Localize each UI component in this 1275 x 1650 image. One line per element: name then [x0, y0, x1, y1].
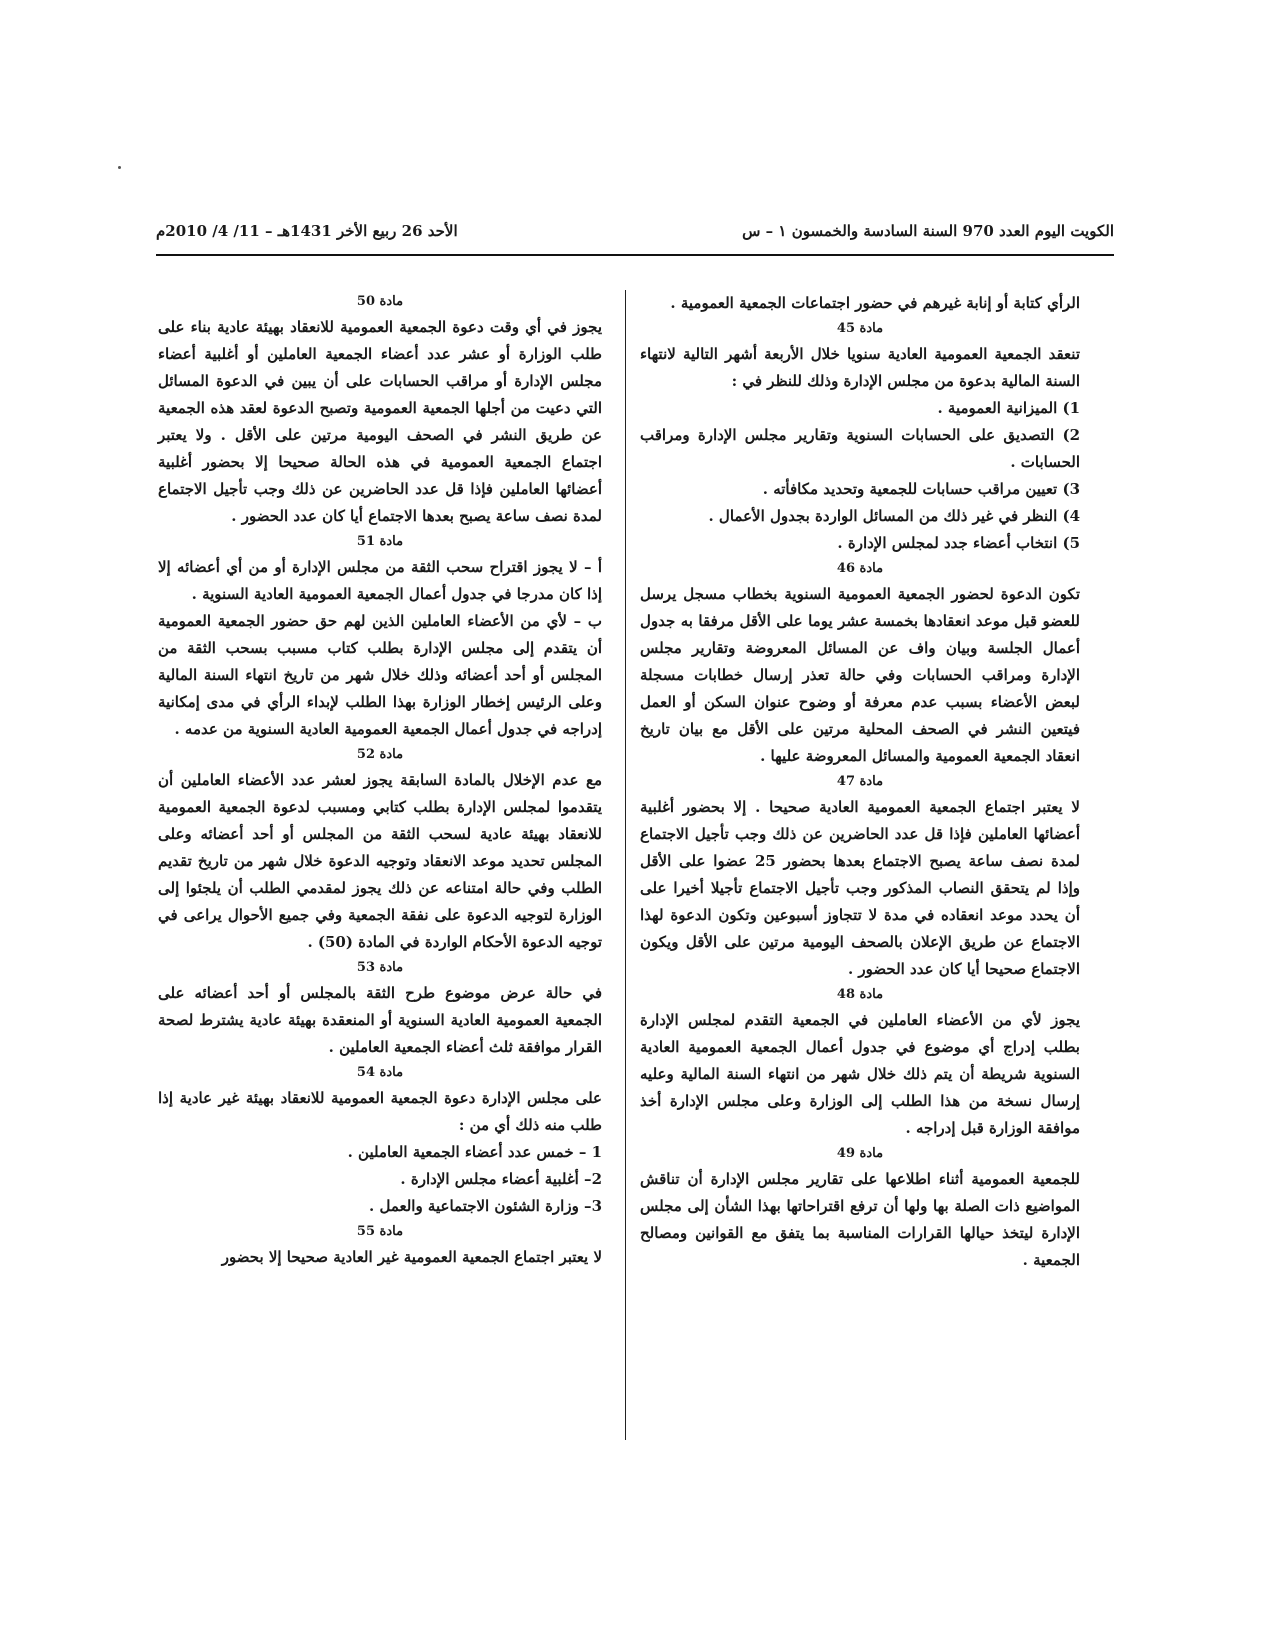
- article-45-item: 1) الميزانية العمومية .: [937, 399, 1080, 417]
- article-48-title: مادة 48: [836, 987, 884, 1002]
- article-53-title: مادة 53: [356, 960, 404, 975]
- article-49-text: للجمعية العمومية أثناء اطلاعها على تقارير مجلس الإدارة أن تناقش المواضيع ذات الصلة بها ولها أن ترفع اقتراحاتها بهذا الشأن إلى مجلس الإدارة ليتخذ حيالها القرارات المناسبة بما يتفق مع القوانين ومصالح الجمعية .: [640, 1170, 1080, 1269]
- article-51-title: مادة 51: [356, 534, 404, 549]
- article-53-text: في حالة عرض موضوع طرح الثقة بالمجلس أو أحد أعضائه على الجمعية العمومية العادية السنوية أو المنعقدة بهيئة عادية يشترط لصحة القرار موافقة ثلث أعضاء الجمعية العاملين .: [158, 984, 602, 1056]
- article-54-item: 1 – خمس عدد أعضاء الجمعية العاملين .: [347, 1143, 602, 1161]
- article-50-title: مادة 50: [356, 294, 404, 309]
- continued-text: الرأي كتابة أو إنابة غيرهم في حضور اجتماعات الجمعية العمومية .: [670, 294, 1080, 312]
- article-45-title: مادة 45: [836, 321, 884, 336]
- article-45-item: 4) النظر في غير ذلك من المسائل الواردة بجدول الأعمال .: [708, 507, 1080, 525]
- article-52-title: مادة 52: [356, 747, 404, 762]
- article-51-clause-a: أ – لا يجوز اقتراح سحب الثقة من مجلس الإدارة أو من أي أعضائه إلا إذا كان مدرجا في جدول أعمال الجمعية العمومية العادية السنوية .: [158, 558, 602, 603]
- article-54-title: مادة 54: [356, 1065, 404, 1080]
- column-divider: [625, 290, 626, 1440]
- header-rule: [156, 254, 1114, 256]
- article-55-title: مادة 55: [356, 1224, 404, 1239]
- article-47-text: لا يعتبر اجتماع الجمعية العمومية العادية صحيحا . إلا بحضور أغلبية أعضائها العاملين فإذا قل عدد الحاضرين عن ذلك وجب تأجيل الاجتماع لمدة نصف ساعة يصبح الاجتماع بعدها بحضور 25 عضوا على الأقل وإذا لم يتحقق النصاب المذكور وجب تأجيل الاجتماع تأجيلا أخيرا على أن يحدد موعد انعقاده في مدة لا تتجاوز أسبوعين وتكون الدعوة لهذا الاجتماع عن طريق الإعلان بالصحف اليومية مرتين على الأقل ويكون الاجتماع صحيحا أيا كان عدد الحضور .: [640, 798, 1080, 978]
- article-54-item: 2– أغلبية أعضاء مجلس الإدارة .: [400, 1170, 602, 1188]
- article-48-text: يجوز لأي من الأعضاء العاملين في الجمعية التقدم لمجلس الإدارة بطلب إدراج أي موضوع في جدول أعمال الجمعية العمومية العادية السنوية شريطة أن يتم ذلك خلال شهر من انتهاء السنة المالية وعليه إرسال نسخة من هذا الطلب إلى الوزارة وعلى مجلس الإدارة أخذ موافقة الوزارة قبل إدراجه .: [640, 1011, 1080, 1137]
- article-45-text: تنعقد الجمعية العمومية العادية سنويا خلال الأربعة أشهر التالية لانتهاء السنة المالية بدعوة من مجلس الإدارة وذلك للنظر في :: [640, 345, 1080, 390]
- article-45-item: 5) انتخاب أعضاء جدد لمجلس الإدارة .: [837, 534, 1080, 552]
- header-publication: الكويت اليوم العدد 970 السنة السادسة والخمسون ١ – س: [742, 222, 1114, 240]
- article-45-item: 3) تعيين مراقب حسابات للجمعية وتحديد مكافأته .: [762, 480, 1080, 498]
- right-column: [640, 290, 1080, 1274]
- article-54-item: 3– وزارة الشئون الاجتماعية والعمل .: [369, 1197, 602, 1215]
- article-46-title: مادة 46: [836, 561, 884, 576]
- article-52-text: مع عدم الإخلال بالمادة السابقة يجوز لعشر عدد الأعضاء العاملين أن يتقدموا لمجلس الإدارة بطلب كتابي ومسبب لدعوة الجمعية العمومية للانعقاد بهيئة عادية لسحب الثقة من المجلس أو أحد أعضائه وعلى المجلس تحديد موعد الانعقاد وتوجيه الدعوة خلال شهر من تاريخ تقديم الطلب وفي حالة امتناعه عن ذلك يجوز لمقدمي الطلب أن يلجئوا إلى الوزارة لتوجيه الدعوة على نفقة الجمعية وفي جميع الأحوال يراعى في توجيه الدعوة الأحكام الواردة في المادة (50) .: [158, 771, 602, 951]
- article-55-text: لا يعتبر اجتماع الجمعية العمومية غير العادية صحيحا إلا بحضور: [221, 1248, 602, 1266]
- article-51-clause-b: ب – لأي من الأعضاء العاملين الذين لهم حق حضور الجمعية العمومية أن يتقدم إلى مجلس الإدارة بطلب كتاب مسبب بسحب الثقة من المجلس أو أحد أعضائه وذلك خلال شهر من تاريخ انتهاء السنة المالية وعلى الرئيس إخطار الوزارة بهذا الطلب لإبداء الرأي في مدى إمكانية إدراجه في جدول أعمال الجمعية العمومية العادية السنوية من عدمه .: [158, 612, 602, 738]
- left-column: [158, 290, 602, 1271]
- article-46-text: تكون الدعوة لحضور الجمعية العمومية السنوية بخطاب مسجل يرسل للعضو قبل موعد انعقادها بخمسة عشر يوما على الأقل مرفقا به جدول أعمال الجلسة وبيان واف عن المسائل المعروضة وتقارير مجلس الإدارة ومراقب الحسابات وفي حالة تعذر إرسال خطابات مسجلة لبعض الأعضاء بسبب عدم معرفة أو وضوح عنوان السكن أو العمل فيتعين النشر في الصحف المحلية مرتين على الأقل مع بيان تاريخ انعقاد الجمعية العمومية والمسائل المعروضة عليها .: [640, 585, 1080, 765]
- article-54-text: على مجلس الإدارة دعوة الجمعية العمومية للانعقاد بهيئة غير عادية إذا طلب منه ذلك أي من :: [158, 1089, 602, 1134]
- scan-speck: [118, 166, 121, 169]
- header-date: الأحد 26 ربيع الأخر 1431هـ – 11/ 4/ 2010م: [156, 222, 458, 240]
- article-49-title: مادة 49: [836, 1146, 884, 1161]
- article-45-item: 2) التصديق على الحسابات السنوية وتقارير مجلس الإدارة ومراقب الحسابات .: [640, 426, 1080, 471]
- article-50-text: يجوز في أي وقت دعوة الجمعية العمومية للانعقاد بهيئة عادية بناء على طلب الوزارة أو عشر عدد أعضاء الجمعية العاملين أو أغلبية أعضاء مجلس الإدارة أو مراقب الحسابات على أن يبين في الدعوة المسائل التي دعيت من أجلها الجمعية العمومية وتصبح الدعوة لعقد هذه الجمعية عن طريق النشر في الصحف اليومية مرتين على الأقل . ولا يعتبر اجتماع الجمعية العمومية في هذه الحالة صحيحا إلا بحضور أغلبية أعضائها العاملين فإذا قل عدد الحاضرين عن ذلك وجب تأجيل الاجتماع لمدة نصف ساعة يصبح بعدها الاجتماع أيا كان عدد الحضور .: [158, 318, 602, 525]
- page-header: [156, 222, 1114, 246]
- article-47-title: مادة 47: [836, 774, 884, 789]
